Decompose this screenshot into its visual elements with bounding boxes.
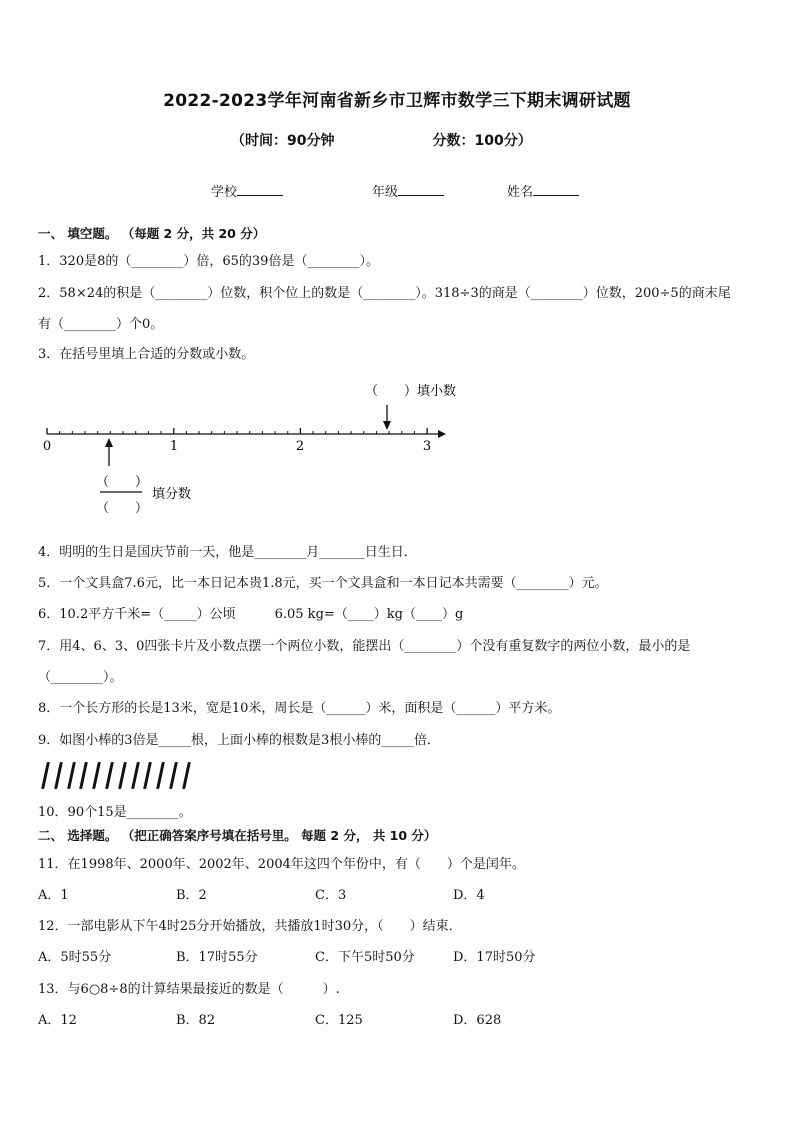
q13-option-b[interactable]: B．82 — [176, 1013, 216, 1028]
q12-option-c[interactable]: C．下午5时50分 — [315, 950, 415, 965]
stick — [105, 762, 114, 789]
q11-option-b[interactable]: B．2 — [176, 888, 207, 903]
page-title: 2022-2023学年河南省新乡市卫辉市数学三下期末调研试题 — [163, 91, 631, 111]
question-10: 10．90个15是________。 — [38, 805, 192, 820]
decimal-arrowhead-icon — [383, 421, 391, 430]
question-7-line-2: （________）。 — [38, 670, 123, 685]
stick — [144, 762, 153, 789]
question-2-line-2: 有（________）个0。 — [38, 317, 164, 332]
stick — [118, 762, 127, 789]
question-5: 5．一个文具盒7.6元，比一本日记本贵1.8元，买一个文具盒和一本日记本共需要（________）元。 — [38, 576, 608, 591]
stick — [131, 762, 140, 789]
question-4: 4．明明的生日是国庆节前一天，他是________月_______日生日． — [38, 545, 417, 560]
q12-option-d[interactable]: D．17时50分 — [453, 950, 536, 965]
fraction-prompt-label: 填分数 — [152, 487, 192, 502]
q11-option-d[interactable]: D．4 — [453, 888, 485, 903]
name-label: 姓名 — [507, 185, 534, 200]
stick — [67, 762, 76, 789]
question-6: 6．10.2平方千米=（_____）公顷 6.05 kg=（____）kg（____）g — [38, 607, 464, 622]
axis-label-0: 0 — [42, 439, 52, 454]
school-blank[interactable] — [237, 183, 283, 196]
name-field[interactable] — [507, 181, 579, 200]
q12-option-b[interactable]: B．17时55分 — [176, 950, 258, 965]
q13-option-d[interactable]: D．628 — [453, 1013, 502, 1028]
exam-meta — [231, 130, 532, 150]
section-heading-fill-in: 一、 填空题。 （每题 2 分，共 20 分） — [38, 226, 266, 241]
school-field[interactable] — [211, 181, 283, 200]
number-line-figure — [30, 375, 470, 525]
grade-label: 年级 — [372, 185, 399, 200]
stick — [41, 762, 50, 789]
stick — [169, 762, 178, 789]
decimal-prompt-label: （ ）填小数 — [365, 384, 457, 399]
q13-option-c[interactable]: C．125 — [315, 1013, 363, 1028]
grade-blank[interactable] — [398, 183, 444, 196]
q11-option-a[interactable]: A．1 — [38, 888, 69, 903]
grade-field[interactable] — [372, 181, 444, 200]
time-limit: （时间：90分钟 — [231, 133, 335, 149]
question-12: 12．一部电影从下午4时25分开始播放，共播放1时30分，（ ）结束． — [38, 919, 462, 934]
stick — [156, 762, 165, 789]
question-3: 3．在括号里填上合适的分数或小数。 — [38, 347, 255, 362]
stick — [92, 762, 101, 789]
q13-option-a[interactable]: A．12 — [38, 1013, 77, 1028]
fraction-numerator-blank[interactable]: （ ） — [96, 475, 149, 490]
question-7-line-1: 7．用4、6、3、0四张卡片及小数点摆一个两位小数，能摆出（________）个没有重复数字的两位小数，最小的是 — [38, 639, 691, 654]
axis-label-3: 3 — [422, 439, 432, 454]
question-9: 9．如图小棒的3倍是_____根，上面小棒的根数是3根小棒的_____倍． — [38, 733, 440, 748]
stick — [182, 762, 191, 789]
section-heading-choice: 二、 选择题。 （把正确答案序号填在括号里。 每题 2 分， 共 10 分） — [38, 828, 437, 843]
stick — [80, 762, 89, 789]
school-label: 学校 — [211, 185, 238, 200]
axis-label-2: 2 — [295, 439, 305, 454]
stick — [54, 762, 63, 789]
question-1: 1．320是8的（________）倍，65的39倍是（________）。 — [38, 254, 379, 269]
question-13: 13．与6○8÷8的计算结果最接近的数是（ ）. — [38, 982, 340, 997]
fraction-denominator-blank[interactable]: （ ） — [96, 501, 149, 516]
q12-option-a[interactable]: A．5时55分 — [38, 950, 112, 965]
fraction-arrowhead-icon — [105, 438, 113, 447]
axis-label-1: 1 — [169, 439, 179, 454]
question-8: 8．一个长方形的长是13米，宽是10米，周长是（______）米，面积是（______）平方米。 — [38, 701, 561, 716]
total-score: 分数：100分） — [432, 133, 532, 149]
name-blank[interactable] — [533, 183, 579, 196]
q11-option-c[interactable]: C．3 — [315, 888, 347, 903]
number-line-ticks — [47, 428, 427, 434]
question-11: 11．在1998年、2000年、2002年、2004年这四个年份中，有（ ）个是闰年。 — [38, 857, 525, 872]
question-2-line-1: 2．58×24的积是（________）位数，积个位上的数是（________）。318÷3的商是（________）位数，200÷5的商末尾 — [38, 286, 731, 301]
number-line-arrowhead-icon — [438, 430, 446, 438]
